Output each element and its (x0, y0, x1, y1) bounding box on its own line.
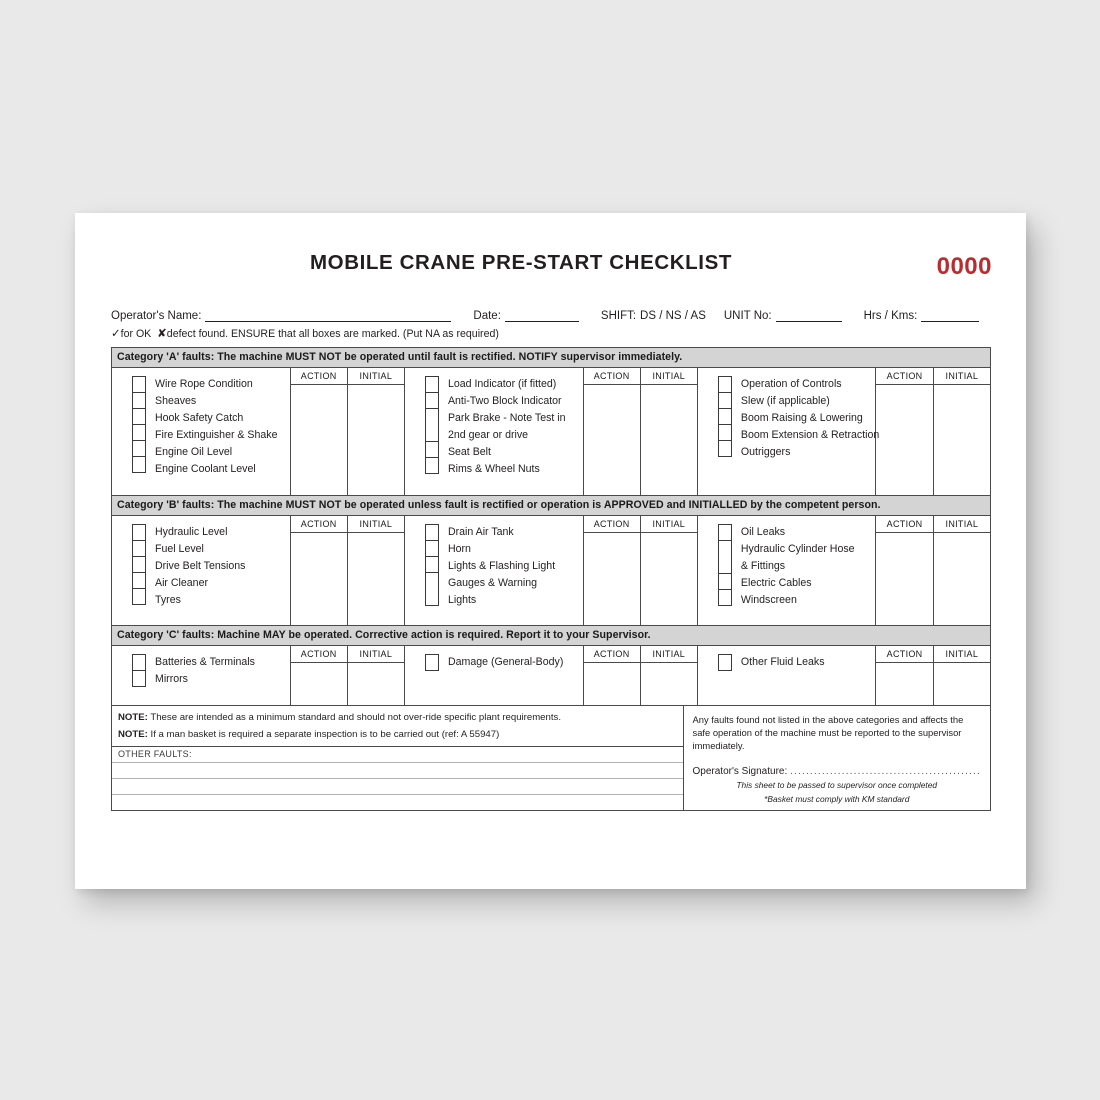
action-entry-cell[interactable] (290, 533, 347, 626)
checklist-item-label: & Fittings (740, 560, 786, 572)
column-header-initial: INITIAL (933, 646, 990, 663)
checklist-item-label: Hydraulic Cylinder Hose (740, 543, 855, 555)
action-entry-cell[interactable] (290, 663, 347, 706)
column-header-action: ACTION (583, 368, 640, 385)
column-header-initial: INITIAL (347, 516, 404, 533)
checkbox[interactable] (718, 440, 732, 457)
column-header-action: ACTION (290, 646, 347, 663)
column-header-action: ACTION (876, 646, 933, 663)
checkbox-stack (718, 654, 732, 671)
column-header-initial: INITIAL (933, 368, 990, 385)
checkbox[interactable] (425, 654, 439, 671)
checkbox[interactable] (425, 524, 439, 541)
action-entry-cell[interactable] (876, 385, 933, 496)
checklist-item-label: Sheaves (155, 395, 197, 407)
other-faults-row[interactable] (112, 762, 683, 778)
column-header-initial: INITIAL (347, 368, 404, 385)
category-c-heading-row (112, 626, 991, 646)
checkbox[interactable] (425, 441, 439, 458)
category-b-group-3 (697, 516, 876, 626)
checkbox-stack (718, 376, 732, 461)
note-line-1 (112, 709, 683, 726)
checklist-item-label: Park Brake - Note Test in (447, 412, 566, 424)
checkbox[interactable] (718, 424, 732, 441)
legend-ok-text: for OK (120, 328, 152, 340)
checkbox[interactable] (718, 573, 732, 590)
other-faults-label: OTHER FAULTS: (112, 746, 683, 762)
checkbox[interactable] (132, 556, 146, 573)
column-header-action: ACTION (290, 368, 347, 385)
checkbox[interactable] (425, 540, 439, 557)
category-a-content-row (112, 368, 991, 385)
footer-area (111, 705, 991, 811)
checklist-item-label: Oil Leaks (740, 526, 786, 538)
checkbox[interactable] (718, 392, 732, 409)
checklist-item-label: Windscreen (740, 594, 797, 606)
checklist-item-label: Fire Extinguisher & Shake (155, 429, 278, 441)
checklist-item-label: Rims & Wheel Nuts (447, 463, 540, 475)
checkbox[interactable] (718, 408, 732, 425)
action-entry-cell[interactable] (876, 663, 933, 706)
checklist-item-label: Air Cleaner (155, 577, 208, 589)
column-header-action: ACTION (583, 516, 640, 533)
footer-italic-note-2: *Basket must comply with KM standard (764, 794, 910, 804)
checkbox[interactable] (132, 392, 146, 409)
document-header (111, 231, 992, 280)
checkbox[interactable] (425, 572, 439, 606)
other-faults-row[interactable] (112, 794, 683, 810)
other-faults-row[interactable] (112, 778, 683, 794)
hrs-kms-label: Hrs / Kms: (863, 310, 918, 322)
initial-entry-cell[interactable] (640, 385, 697, 496)
category-b-content-row (112, 516, 991, 533)
column-header-initial: INITIAL (347, 646, 404, 663)
checkbox-stack (718, 524, 732, 609)
marking-legend (111, 326, 991, 340)
sheet-content (111, 231, 991, 811)
checklist-sheet (75, 213, 1026, 889)
initial-entry-cell[interactable] (640, 663, 697, 706)
checkbox[interactable] (132, 540, 146, 557)
checklist-item-label: Drive Belt Tensions (155, 560, 246, 572)
initial-entry-cell[interactable] (933, 533, 990, 626)
checklist-item-label: Fuel Level (155, 543, 204, 555)
legend-defect-text: defect found. ENSURE that all boxes are marked. (Put NA as required) (166, 328, 499, 340)
column-header-initial: INITIAL (933, 516, 990, 533)
operator-name-input[interactable] (205, 310, 451, 322)
checklist-item-label: Engine Coolant Level (155, 463, 256, 475)
checklist-item-label: Operation of Controls (740, 378, 842, 390)
checkbox[interactable] (718, 524, 732, 541)
note-line-2 (112, 726, 683, 743)
checklist-item-label: Lights & Flashing Light (447, 560, 556, 572)
column-header-action: ACTION (583, 646, 640, 663)
checkbox[interactable] (425, 457, 439, 474)
checkbox[interactable] (132, 654, 146, 671)
checklist-item-label: 2nd gear or drive (447, 429, 529, 441)
unit-no-input[interactable] (776, 310, 842, 322)
column-header-initial: INITIAL (640, 368, 697, 385)
supervisor-note-panel (684, 705, 992, 811)
checkbox[interactable] (132, 670, 146, 687)
category-b-heading: Category 'B' faults: The machine MUST NOT be operated unless fault is rectified or operation is APPROVED and INITIALLED by the competent person. (112, 496, 991, 516)
checklist-item-label: Boom Raising & Lowering (740, 412, 863, 424)
checklist-item-label: Batteries & Terminals (155, 656, 255, 668)
checklist-item-label: Boom Extension & Retraction (740, 429, 880, 441)
initial-entry-cell[interactable] (933, 385, 990, 496)
checkbox-stack (425, 654, 439, 671)
checklist-item-label: Horn (447, 543, 471, 555)
action-entry-cell[interactable] (876, 533, 933, 626)
checkbox[interactable] (718, 654, 732, 671)
checklist-item-label: Outriggers (740, 446, 791, 458)
category-a-group-1 (112, 368, 291, 496)
checklist-item-label: Tyres (155, 594, 181, 606)
checkbox[interactable] (718, 540, 732, 574)
category-c-group-1 (112, 646, 291, 706)
checklist-item-label: Other Fluid Leaks (740, 656, 825, 668)
checklist-table (111, 347, 991, 706)
initial-entry-cell[interactable] (640, 533, 697, 626)
checklist-item-label: Mirrors (155, 673, 188, 685)
column-header-initial: INITIAL (640, 646, 697, 663)
checkbox[interactable] (132, 572, 146, 589)
checkbox-stack (425, 524, 439, 609)
action-entry-cell[interactable] (290, 385, 347, 496)
checkbox-stack (132, 376, 146, 478)
checklist-item-label: Seat Belt (447, 446, 491, 458)
footer-italic-note-1: This sheet to be passed to supervisor once completed (736, 780, 938, 790)
note-text: If a man basket is required a separate inspection is to be carried out (ref: A 55947) (150, 729, 500, 740)
checklist-item-label: Damage (General-Body) (447, 656, 564, 668)
checkbox-stack (132, 524, 146, 609)
checkbox[interactable] (425, 392, 439, 409)
category-a-heading-row (112, 348, 991, 368)
note-prefix: NOTE: (118, 712, 148, 723)
action-entry-cell[interactable] (583, 663, 640, 706)
category-c-group-3 (697, 646, 876, 706)
supervisor-note-text: Any faults found not listed in the above categories and affects the safe operation of the machine must be reported to the supervisor immediately. (692, 714, 964, 751)
column-header-action: ACTION (876, 368, 933, 385)
initial-entry-cell[interactable] (347, 533, 404, 626)
checkbox-stack (425, 376, 439, 478)
date-input[interactable] (505, 310, 579, 322)
checklist-item-label: Hook Safety Catch (155, 412, 244, 424)
column-header-initial: INITIAL (640, 516, 697, 533)
checklist-item-label: Gauges & Warning (447, 577, 538, 589)
initial-entry-cell[interactable] (347, 663, 404, 706)
check-icon: ✓ (111, 328, 121, 340)
checkbox[interactable] (425, 376, 439, 393)
operator-info-row (111, 310, 991, 322)
unit-no-label: UNIT No: (723, 310, 772, 322)
date-label: Date: (473, 310, 501, 322)
hrs-kms-input[interactable] (921, 310, 979, 322)
checkbox[interactable] (132, 424, 146, 441)
checkbox[interactable] (718, 589, 732, 606)
checkbox[interactable] (132, 524, 146, 541)
checklist-item-label: Wire Rope Condition (155, 378, 253, 390)
category-b-heading-row (112, 496, 991, 516)
category-b-group-1 (112, 516, 291, 626)
action-entry-cell[interactable] (583, 533, 640, 626)
cross-icon: ✘ (157, 328, 167, 340)
operator-name-label: Operator's Name: (111, 310, 202, 322)
category-c-content-row (112, 646, 991, 663)
checklist-item-label: Drain Air Tank (447, 526, 514, 538)
notes-panel (111, 705, 684, 811)
category-c-group-2 (404, 646, 583, 706)
initial-entry-cell[interactable] (933, 663, 990, 706)
column-header-action: ACTION (290, 516, 347, 533)
checkbox-stack (132, 654, 146, 688)
checkbox[interactable] (718, 376, 732, 393)
initial-entry-cell[interactable] (347, 385, 404, 496)
checkbox[interactable] (132, 376, 146, 393)
category-a-group-3 (697, 368, 880, 496)
category-c-heading: Category 'C' faults: Machine MAY be operated. Corrective action is required. Report it to your Supervisor. (112, 626, 991, 646)
signature-dotted-line[interactable]: ................................................ (790, 766, 981, 777)
column-header-action: ACTION (876, 516, 933, 533)
page-title: MOBILE CRANE PRE-START CHECKLIST (310, 251, 732, 274)
category-b-group-2 (404, 516, 583, 626)
checkbox[interactable] (425, 556, 439, 573)
category-a-heading: Category 'A' faults: The machine MUST NOT be operated until fault is rectified. NOTIFY supervisor immediately. (112, 348, 991, 368)
checkbox[interactable] (425, 408, 439, 442)
checklist-item-label: Hydraulic Level (155, 526, 228, 538)
checklist-item-label: Lights (447, 594, 477, 606)
checkbox[interactable] (132, 408, 146, 425)
shift-label: SHIFT: (600, 310, 637, 322)
note-prefix: NOTE: (118, 729, 148, 740)
checklist-item-label: Anti-Two Block Indicator (447, 395, 562, 407)
checklist-item-label: Engine Oil Level (155, 446, 233, 458)
checkbox[interactable] (132, 456, 146, 473)
checklist-item-label: Load Indicator (if fitted) (447, 378, 557, 390)
checkbox[interactable] (132, 588, 146, 605)
operator-signature-row[interactable] (693, 766, 982, 777)
note-text: These are intended as a minimum standard and should not over-ride specific plant requirements. (150, 712, 561, 723)
shift-options[interactable]: DS / NS / AS (640, 310, 706, 322)
checkbox[interactable] (132, 440, 146, 457)
operator-signature-label: Operator's Signature: (692, 766, 788, 777)
document-number: 0000 (936, 253, 992, 280)
checklist-item-label: Slew (if applicable) (740, 395, 830, 407)
checklist-item-label: Electric Cables (740, 577, 812, 589)
category-a-group-2 (404, 368, 583, 496)
action-entry-cell[interactable] (583, 385, 640, 496)
